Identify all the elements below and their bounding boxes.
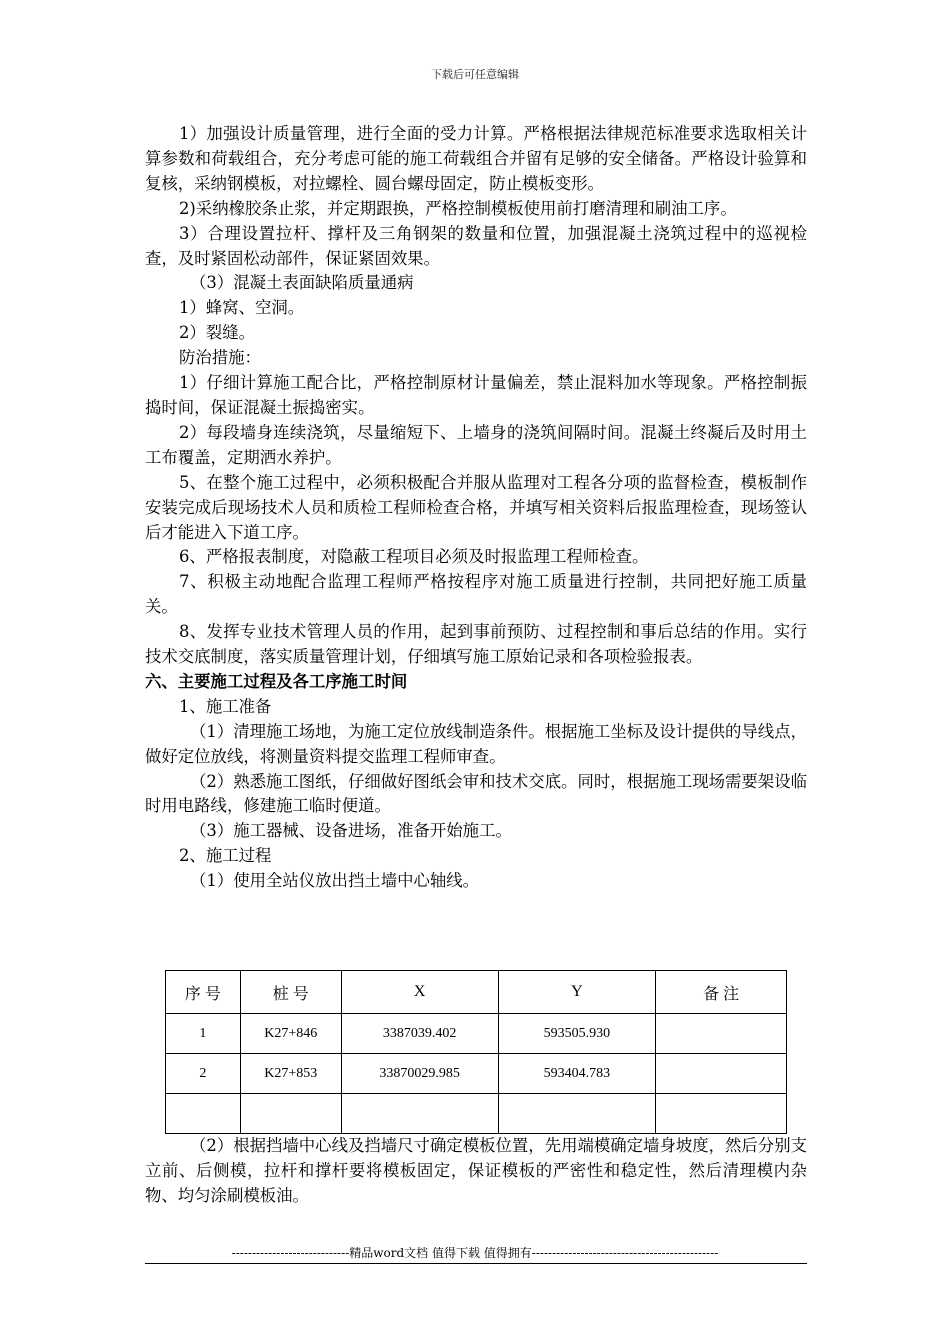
paragraph-reporting: 6、严格报表制度，对隐蔽工程项目必须及时报监理工程师检查。 bbox=[179, 547, 649, 567]
page-header: 下载后可任意编辑 bbox=[431, 68, 519, 81]
cell-x: 3387039.402 bbox=[341, 1014, 498, 1054]
paragraph-2: 2)采纳橡胶条止浆，并定期跟换，严格控制模板使用前打磨清理和刷油工序。 bbox=[179, 198, 737, 218]
cell-station bbox=[240, 1094, 341, 1134]
paragraph-formwork-position: （2）根据挡墙中心线及挡墙尺寸确定模板位置，先用端模确定墙身坡度，然后分别支立前、后侧模，拉杆和撑杆要将模板固定，保证模板的严密性和稳定性，然后清理模内杂物、均匀涂刷模板油。 bbox=[145, 1136, 807, 1205]
table-header-row bbox=[166, 971, 787, 1014]
cell-x bbox=[341, 1094, 498, 1134]
table-row bbox=[166, 1014, 787, 1054]
header-y: Y bbox=[498, 971, 656, 1014]
paragraph-technical-staff: 8、发挥专业技术管理人员的作用，起到事前预防、过程控制和事后总结的作用。实行技术交底制度，落实质量管理计划，仔细填写施工原始记录和各项检验报表。 bbox=[145, 622, 807, 667]
cell-y bbox=[498, 1094, 656, 1134]
paragraph-equipment: （3）施工器械、设备进场，准备开始施工。 bbox=[190, 821, 512, 841]
paragraph-cracks: 2）裂缝。 bbox=[179, 323, 255, 343]
cell-station: K27+853 bbox=[240, 1054, 341, 1094]
header-remarks: 备 注 bbox=[656, 971, 787, 1014]
paragraph-drawings: （2）熟悉施工图纸，仔细做好图纸会审和技术交底。同时，根据施工现场需要架设临时用电路线，修建施工临时便道。 bbox=[145, 771, 807, 816]
header-station: 桩 号 bbox=[240, 971, 341, 1014]
document-body bbox=[145, 122, 807, 894]
header-serial: 序 号 bbox=[166, 971, 241, 1014]
section-heading: 六、主要施工过程及各工序施工时间 bbox=[145, 671, 408, 691]
paragraph-mix-ratio: 1）仔细计算施工配合比，严格控制原材计量偏差，禁止混料加水等现象。严格控制振捣时间，保证混凝土振捣密实。 bbox=[145, 373, 807, 417]
paragraph-quality-control: 7、积极主动地配合监理工程师严格按程序对施工质量进行控制，共同把好施工质量关。 bbox=[145, 572, 807, 617]
cell-remarks bbox=[656, 1014, 787, 1054]
cell-remarks bbox=[656, 1054, 787, 1094]
cell-x: 33870029.985 bbox=[341, 1054, 498, 1094]
paragraph-1: 1）加强设计质量管理，进行全面的受力计算。严格根据法律规范标准要求选取相关计算参数和荷载组合，充分考虑可能的施工荷载组合并留有足够的安全储备。严格设计验算和复核，采纳钢模板，对拉螺栓、圆台螺母固定，防止模板变形。 bbox=[145, 124, 807, 193]
paragraph-3: 3）合理设置拉杆、撑杆及三角钢架的数量和位置，加强混凝土浇筑过程中的巡视检查，及时紧固松动部件，保证紧固效果。 bbox=[145, 223, 807, 268]
paragraph-process: 2、施工过程 bbox=[179, 846, 272, 866]
paragraph-total-station: （1）使用全站仪放出挡土墙中心轴线。 bbox=[190, 871, 480, 891]
cell-remarks bbox=[656, 1094, 787, 1134]
table-row bbox=[166, 1094, 787, 1134]
paragraph-prevention-label: 防治措施： bbox=[179, 348, 261, 368]
cell-serial bbox=[166, 1094, 241, 1134]
subheading-surface-defects: （3）混凝土表面缺陷质量通病 bbox=[190, 273, 414, 293]
header-x: X bbox=[341, 971, 498, 1014]
paragraph-supervision: 5、在整个施工过程中，必须积极配合并服从监理对工程各分项的监督检查，模板制作安装完成后现场技术人员和质检工程师检查合格，并填写相关资料后报监理检查，现场签认后才能进入下道工序。 bbox=[145, 472, 807, 542]
cell-y: 593404.783 bbox=[498, 1054, 656, 1094]
footer-rule bbox=[145, 1263, 807, 1264]
paragraph-continuous-pour: 2）每段墙身连续浇筑，尽量缩短下、上墙身的浇筑间隔时间。混凝土终凝后及时用土工布覆盖，定期洒水养护。 bbox=[145, 422, 807, 467]
cell-serial: 2 bbox=[166, 1054, 241, 1094]
cell-station: K27+846 bbox=[240, 1014, 341, 1054]
cell-serial: 1 bbox=[166, 1014, 241, 1054]
paragraph-preparation: 1、施工准备 bbox=[179, 696, 272, 716]
after-table-body bbox=[145, 1134, 807, 1209]
coordinates-table bbox=[165, 970, 787, 1134]
cell-y: 593505.930 bbox=[498, 1014, 656, 1054]
paragraph-site-clearing: （1）清理施工场地，为施工定位放线制造条件。根据施工坐标及设计提供的导线点，做好定位放线，将测量资料提交监理工程师审查。 bbox=[145, 721, 807, 766]
page-footer: -----------------------------精品word文档 值得下载 值得拥有---------------------------------------------- bbox=[231, 1246, 719, 1260]
table-row bbox=[166, 1054, 787, 1094]
paragraph-honeycomb: 1）蜂窝、空洞。 bbox=[179, 298, 305, 318]
